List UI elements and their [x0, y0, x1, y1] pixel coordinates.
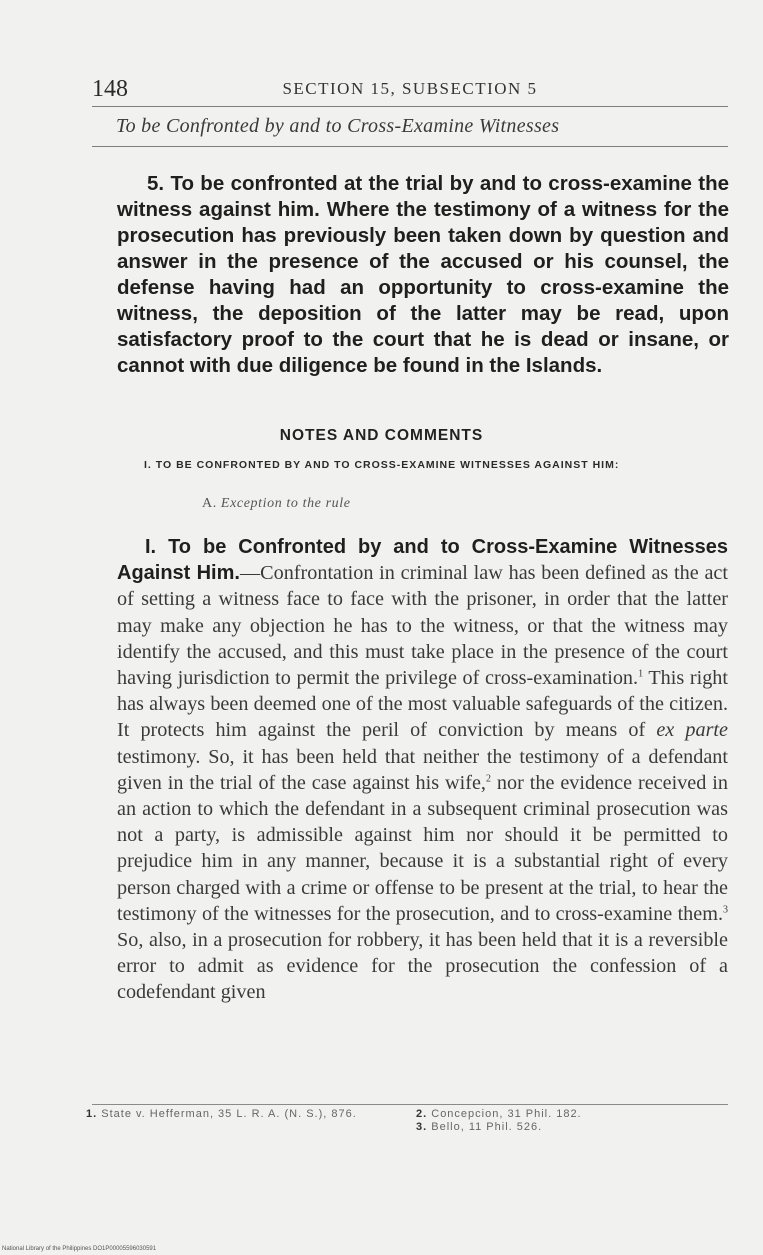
commentary-paragraph	[117, 534, 728, 1006]
footnote-1: 1. State v. Hefferman, 35 L. R. A. (N. S.), 876.	[86, 1108, 357, 1120]
footnote-ref-2: 2	[485, 773, 491, 785]
body-text-5: So, also, in a prosecution for robbery, it has been held that it is a reversible error to admit as evidence for the prosecution the confession of a codefendant given	[117, 929, 728, 1004]
footnote-2: 2. Concepcion, 31 Phil. 182.	[416, 1108, 582, 1120]
paragraph-heading: I. To be Confronted by and to Cross-Examine Witnesses Against Him.	[117, 536, 728, 585]
footnote-3: 3. Bello, 11 Phil. 526.	[416, 1121, 543, 1133]
notes-outline-item	[144, 459, 730, 471]
constitutional-provision	[117, 171, 729, 379]
notes-outline-subitem	[202, 496, 351, 512]
notes-heading: NOTES AND COMMENTS	[279, 427, 484, 444]
library-stamp: National Library of the Philippines DO1P00005596030591	[2, 1246, 157, 1252]
running-title: To be Confronted by and to Cross-Examine Witnesses	[116, 115, 560, 137]
body-text-4: nor the evidence received in an action to which the defendant in a subsequent criminal prosecution was not a party, is admissible against him nor should it be permitted to prejudice him in any manner, because it is a substantial right of every person charged with a crime or offense to be present at the trial, to hear the testimony of the witnesses for the prosecution, and to cross-examine them.	[117, 771, 728, 925]
footnote-ref-3: 3	[723, 904, 728, 916]
body-text-3: testimony. So, it has been held that neither the testimony of a defendant given in the trial of the case against his wife,	[117, 745, 728, 794]
outline-sub-letter: A.	[202, 496, 217, 511]
footnote-rule	[92, 1104, 728, 1105]
heading-dash: —	[239, 562, 261, 585]
footnote-ref-1: 1	[638, 668, 644, 680]
header-rule-top	[92, 106, 728, 107]
body-text-2: This right has always been deemed one of the most valuable safeguards of the citizen. It protects him against the peril of conviction by means of	[117, 667, 728, 742]
section-title: SECTION 15, SUBSECTION 5	[282, 79, 538, 98]
body-italic-ex-parte: ex parte	[656, 719, 728, 742]
footnotes-right-column	[416, 1108, 736, 1134]
body-text-1: Confrontation in criminal law has been defined as the act of setting a witness face to face with the prisoner, in order that the latter may make any objection he has to the witness, or that the witness may identify the accused, and this must take place in the presence of the court having jurisdiction to permit the privilege of cross-examination.	[117, 562, 728, 690]
outline-item-number: I.	[144, 459, 152, 471]
header-rule-bottom	[92, 146, 728, 147]
provision-text: 5. To be confronted at the trial by and to cross-examine the witness against him. Where the testimony of a witness for the prosecution has previously been taken down by question and answer in the presence of the accused or his counsel, the defense having had an opportunity to cross-examine the witness, the deposition of the latter may be read, upon satisfactory proof to the court that he is dead or insane, or cannot with due diligence be found in the Islands.	[117, 172, 729, 377]
page-header	[92, 73, 728, 103]
outline-item-text: TO BE CONFRONTED BY AND TO CROSS-EXAMINE WITNESSES AGAINST HIM:	[155, 459, 620, 471]
page-number: 148	[92, 76, 128, 102]
outline-sub-text: Exception to the rule	[220, 496, 351, 511]
